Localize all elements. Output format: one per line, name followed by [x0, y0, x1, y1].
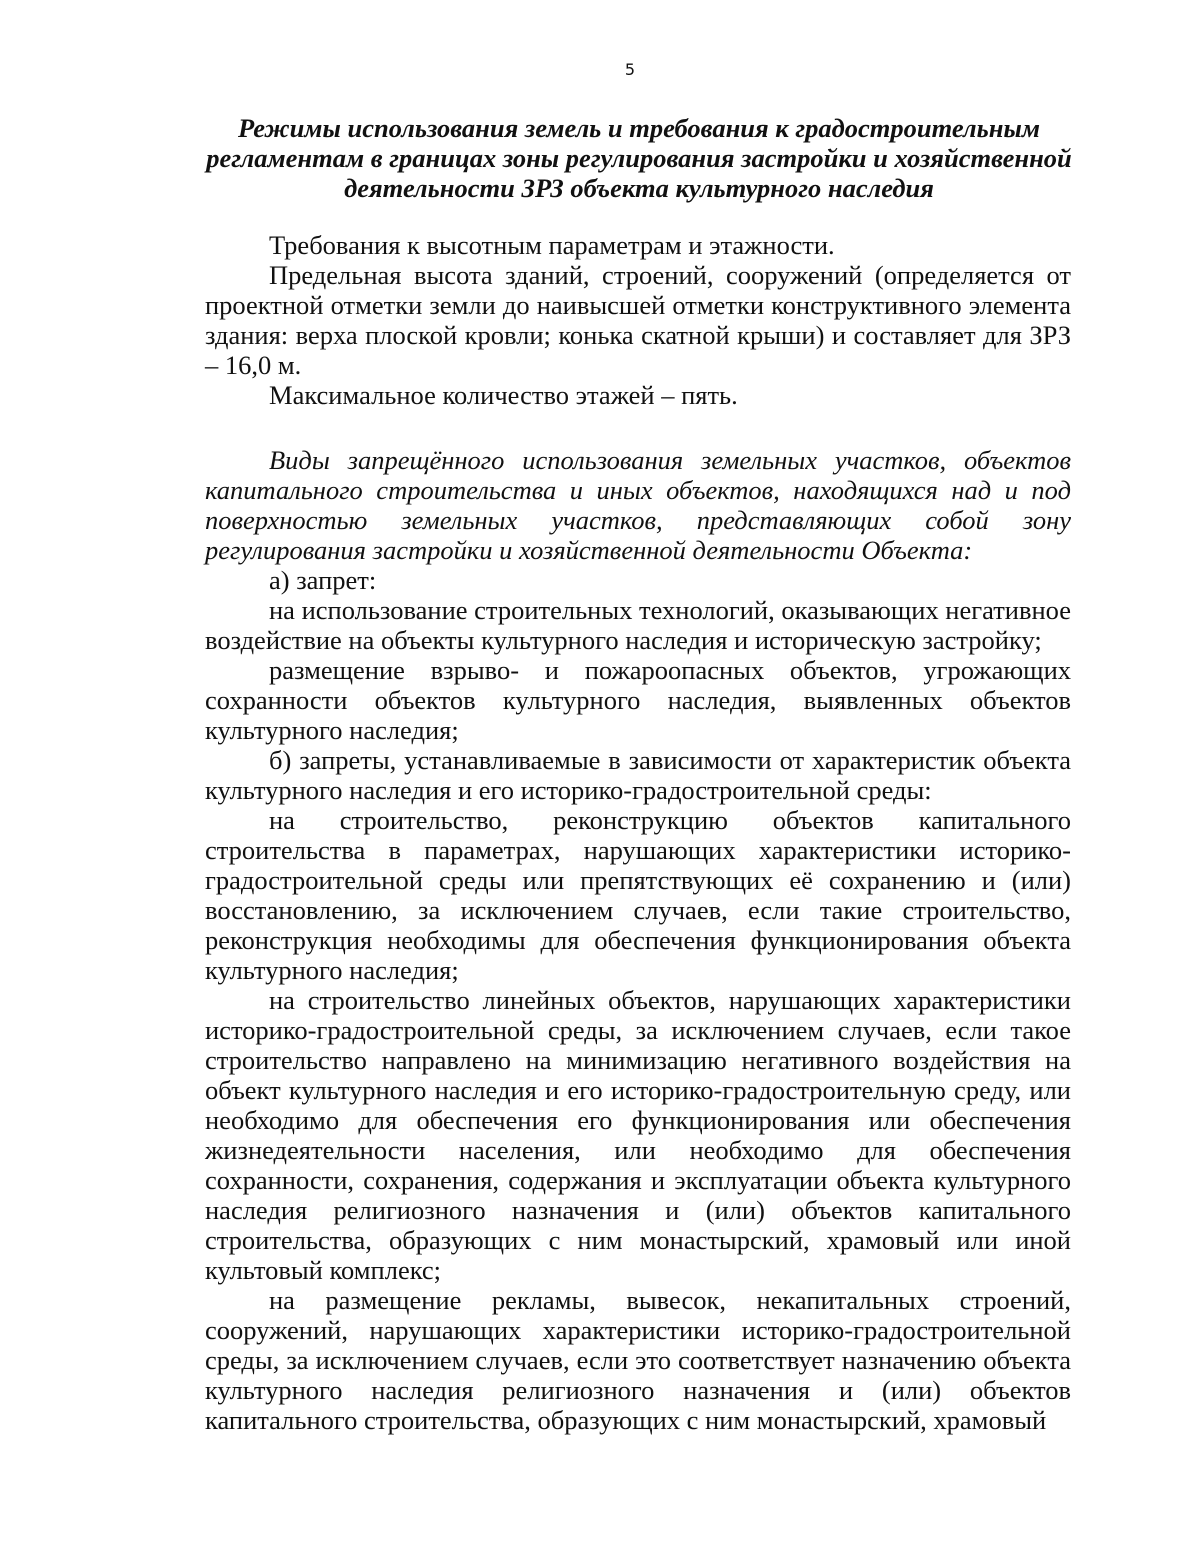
title-line: Режимы использования земель и требования к градостроительным — [238, 113, 1040, 143]
paragraph: на использование строительных технологий, оказывающих негативное воздействие на объекты культурного наследия и историческую застройку; — [205, 595, 1071, 655]
paragraph: на размещение рекламы, вывесок, некапитальных строений, сооружений, нарушающих характеристики историко-градостроительной среды, за исключением случаев, если это соответствует назначению объекта культурного наследия религиозного назначения и (или) объектов капитального строительства, образующих с ним монастырский, храмовый — [205, 1285, 1071, 1435]
spacer — [205, 410, 1071, 445]
paragraph: размещение взрыво- и пожароопасных объектов, угрожающих сохранности объектов культурного наследия, выявленных объектов культурного наследия; — [205, 655, 1071, 745]
section-heading: Виды запрещённого использования земельных участков, объектов капитального строительства и иных объектов, находящихся над и под поверхностью земельных участков, представляющих собой зону регулирования застройки и хозяйственной деятельности Объекта: — [205, 445, 1071, 565]
page-title — [205, 113, 1073, 203]
paragraph: Предельная высота зданий, строений, сооружений (определяется от проектной отметки земли до наивысшей отметки конструктивного элемента здания: верха плоской кровли; конька скатной крыши) и составляет для ЗРЗ – 16,0 м. — [205, 260, 1071, 380]
document-body — [205, 230, 1071, 1435]
paragraph: а) запрет: — [269, 565, 377, 595]
paragraph: на строительство, реконструкцию объектов капитального строительства в параметрах, нарушающих характеристики историко-градостроительной среды или препятствующих её сохранению и (или) восстановлению, за исключением случаев, если такие строительство, реконструкция необходимы для обеспечения функционирования объекта культурного наследия; — [205, 805, 1071, 985]
paragraph: Максимальное количество этажей – пять. — [269, 380, 738, 410]
page-number: 5 — [624, 60, 636, 79]
paragraph: на строительство линейных объектов, нарушающих характеристики историко-градостроительной среды, за исключением случаев, если такое строительство направлено на минимизацию негативного воздействия на объект культурного наследия и его историко-градостроительную среду, или необходимо для обеспечения его функционирования или обеспечения жизнедеятельности населения, или необходимо для обеспечения сохранности, сохранения, содержания и эксплуатации объекта культурного наследия религиозного назначения и (или) объектов капитального строительства, образующих с ним монастырский, храмовый или иной культовый комплекс; — [205, 985, 1071, 1285]
paragraph: б) запреты, устанавливаемые в зависимости от характеристик объекта культурного наследия и его историко-градостроительной среды: — [205, 745, 1071, 805]
paragraph: Требования к высотным параметрам и этажности. — [269, 230, 835, 260]
title-line: регламентам в границах зоны регулирования застройки и хозяйственной — [206, 143, 1072, 173]
title-line: деятельности ЗРЗ объекта культурного наследия — [344, 173, 934, 203]
